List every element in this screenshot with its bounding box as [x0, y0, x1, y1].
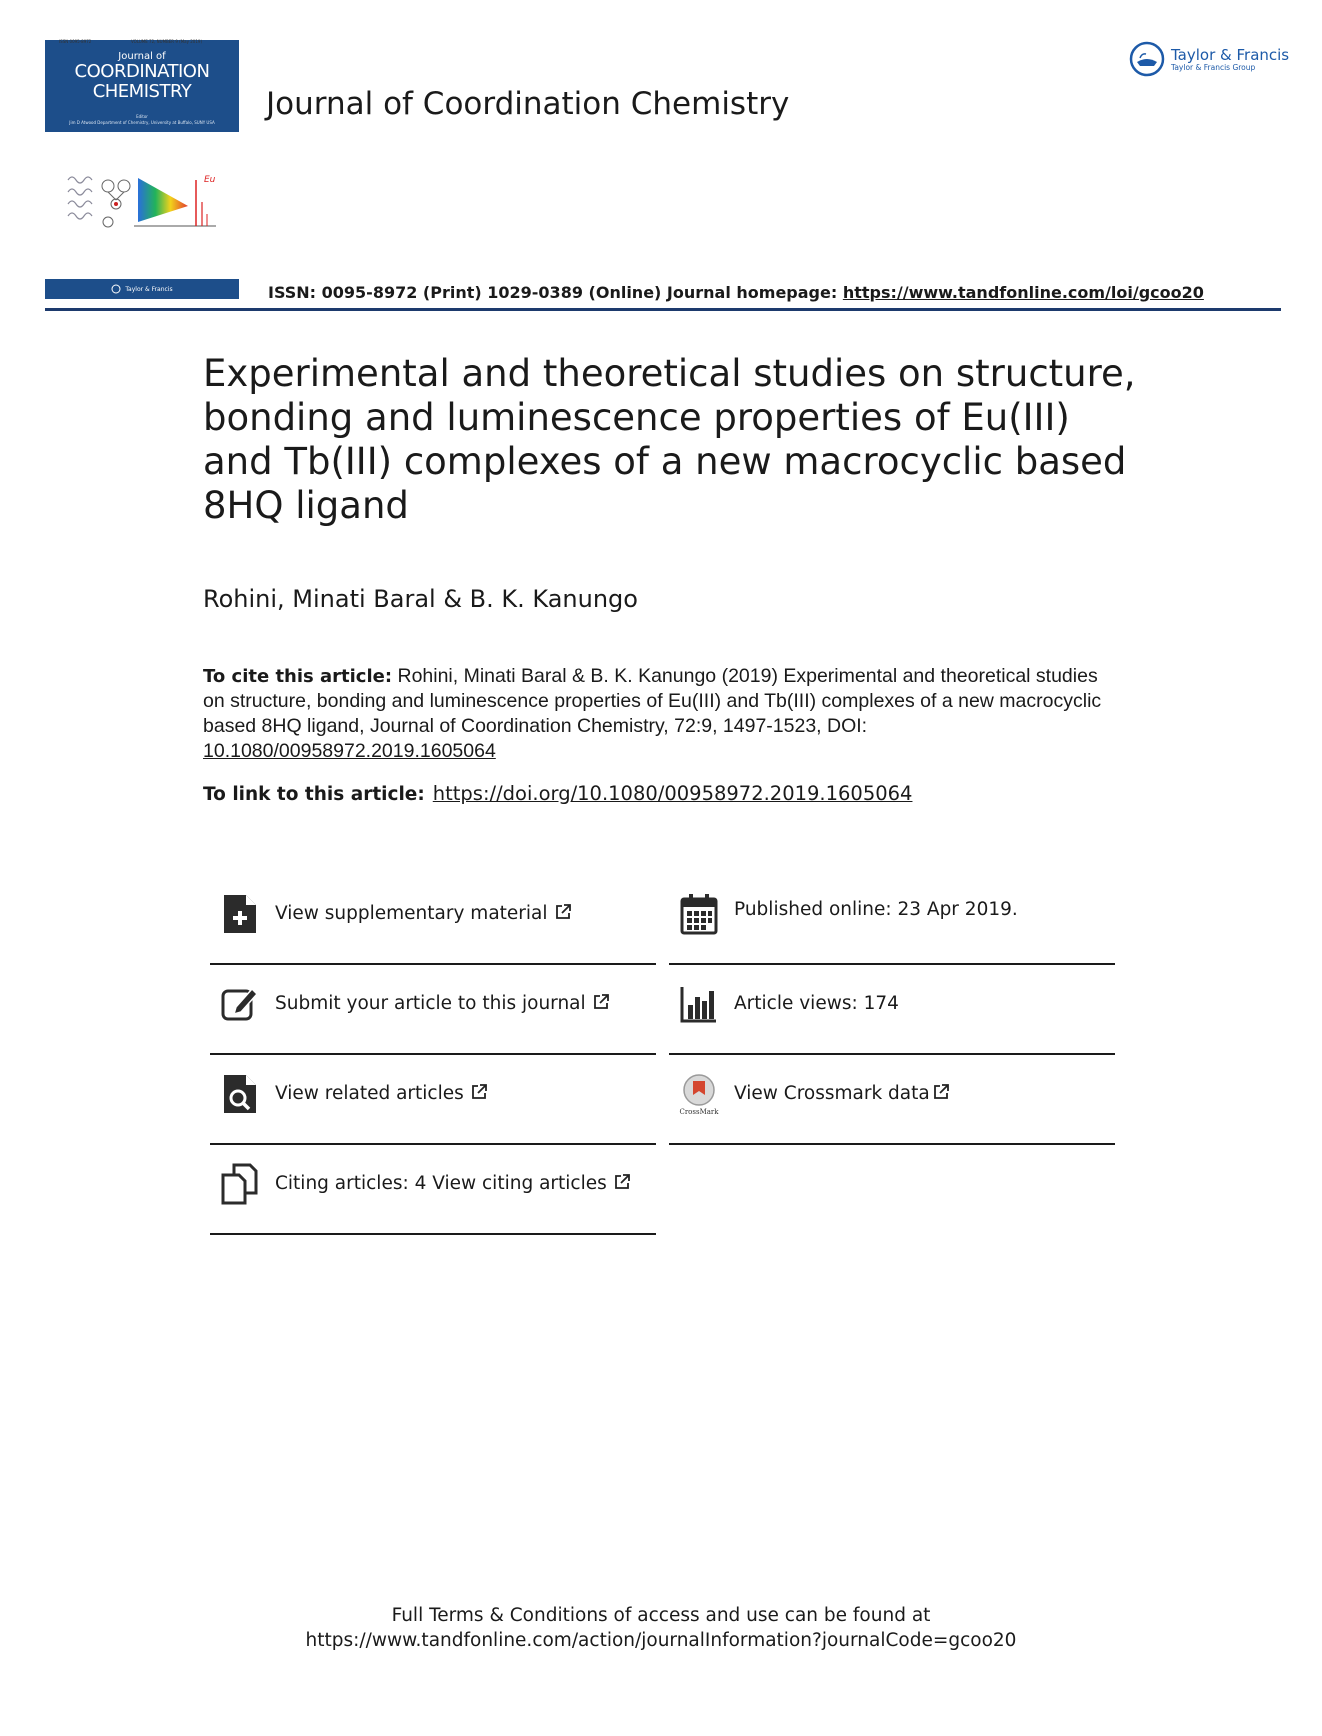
edit-icon — [220, 983, 260, 1025]
cover-illustration — [66, 172, 222, 232]
published-label: Published online: 23 Apr 2019. — [734, 899, 1018, 920]
publisher-name: Taylor & Francis — [1171, 45, 1290, 64]
cite-doi-link[interactable]: 10.1080/00958972.2019.1605064 — [203, 740, 496, 762]
header-rule — [45, 308, 1281, 311]
publisher-group: Taylor & Francis Group — [1171, 62, 1256, 72]
terms-footer — [0, 1603, 1322, 1653]
journal-cover — [45, 40, 239, 132]
crossmark-icon — [679, 1073, 719, 1115]
calendar-icon — [679, 893, 719, 935]
cover-coordination: COORDINATION — [74, 61, 210, 82]
journal-title: Journal of Coordination Chemistry — [266, 86, 790, 122]
tf-small-logo-icon — [111, 284, 121, 294]
cover-title — [45, 62, 239, 102]
citing-text: Citing articles: 4 View citing articles — [275, 1173, 607, 1194]
crossmark-badge-text: CrossMark — [679, 1108, 719, 1115]
footer-line-1: Full Terms & Conditions of access and use can be found at — [391, 1605, 931, 1626]
publisher-logo[interactable] — [1128, 40, 1289, 78]
published-online-row — [669, 875, 1115, 965]
cover-chemistry: CHEMISTRY — [92, 81, 192, 102]
citing-label — [275, 1173, 631, 1194]
citing-articles-row[interactable] — [210, 1145, 656, 1235]
cover-volume: VOLUME 72, NUMBER 9 (May 2019) — [131, 39, 203, 44]
document-search-icon — [220, 1073, 260, 1115]
supplementary-material-row[interactable] — [210, 875, 656, 965]
tf-lamp-icon — [1128, 40, 1166, 78]
external-link-icon — [470, 1083, 488, 1101]
external-link-icon — [932, 1083, 950, 1101]
crossmark-text: View Crossmark data — [734, 1083, 930, 1104]
submit-text: Submit your article to this journal — [275, 993, 586, 1014]
supplementary-label — [275, 903, 572, 924]
external-link-icon — [554, 903, 572, 921]
views-label: Article views: 174 — [734, 993, 899, 1014]
journal-homepage-link[interactable]: https://www.tandfonline.com/loi/gcoo20 — [842, 283, 1204, 302]
article-title: Experimental and theoretical studies on structure, bonding and luminescence properties of Eu(III) and Tb(III) complexes of a new macrocyclic based 8HQ ligand — [203, 352, 1136, 527]
cite-text: Rohini, Minati Baral & B. K. Kanungo (2019) Experimental and theoretical studies on structure, bonding and luminescence properties of Eu(III) and Tb(III) complexes of a new macrocyclic based 8HQ ligand, Journal of Coordination Chemistry, 72:9, 1497-1523, DOI: — [203, 665, 1102, 737]
footer-terms-link[interactable]: https://www.tandfonline.com/action/journalInformation?journalCode=gcoo20 — [305, 1630, 1017, 1651]
article-views-row — [669, 965, 1115, 1055]
external-link-icon — [613, 1173, 631, 1191]
documents-icon — [220, 1163, 260, 1205]
cover-footer-publisher: Taylor & Francis — [125, 285, 173, 293]
related-articles-row[interactable] — [210, 1055, 656, 1145]
publisher-logo-text — [1171, 47, 1289, 72]
related-label — [275, 1083, 488, 1104]
link-label: To link to this article: — [203, 784, 425, 805]
citation-block — [203, 664, 1103, 764]
submit-article-row[interactable] — [210, 965, 656, 1055]
cover-art-label: Eu — [204, 175, 216, 185]
cover-editor-label: Editor — [136, 114, 148, 119]
related-text: View related articles — [275, 1083, 464, 1104]
cover-issn: ISSN 0095-8972 — [59, 39, 92, 44]
article-link-line — [203, 782, 912, 805]
cover-editor — [45, 114, 239, 126]
cover-journal-of: Journal of — [118, 51, 166, 62]
article-authors: Rohini, Minati Baral & B. K. Kanungo — [203, 585, 638, 613]
external-link-icon — [592, 993, 610, 1011]
cite-label: To cite this article: — [203, 666, 393, 687]
supplementary-text: View supplementary material — [275, 903, 548, 924]
issn-line — [268, 283, 1204, 302]
crossmark-label — [734, 1083, 950, 1104]
article-doi-link[interactable]: https://doi.org/10.1080/00958972.2019.1605064 — [432, 782, 913, 805]
bar-chart-icon — [679, 983, 719, 1025]
cover-editor-name: Jim D Atwood Department of Chemistry, University at Buffalo, SUNY USA — [69, 120, 215, 125]
crossmark-row[interactable] — [669, 1055, 1115, 1145]
submit-label — [275, 993, 610, 1014]
document-plus-icon — [220, 893, 260, 935]
issn-text: ISSN: 0095-8972 (Print) 1029-0389 (Online) Journal homepage: — [268, 283, 843, 302]
cover-footer — [45, 279, 239, 299]
